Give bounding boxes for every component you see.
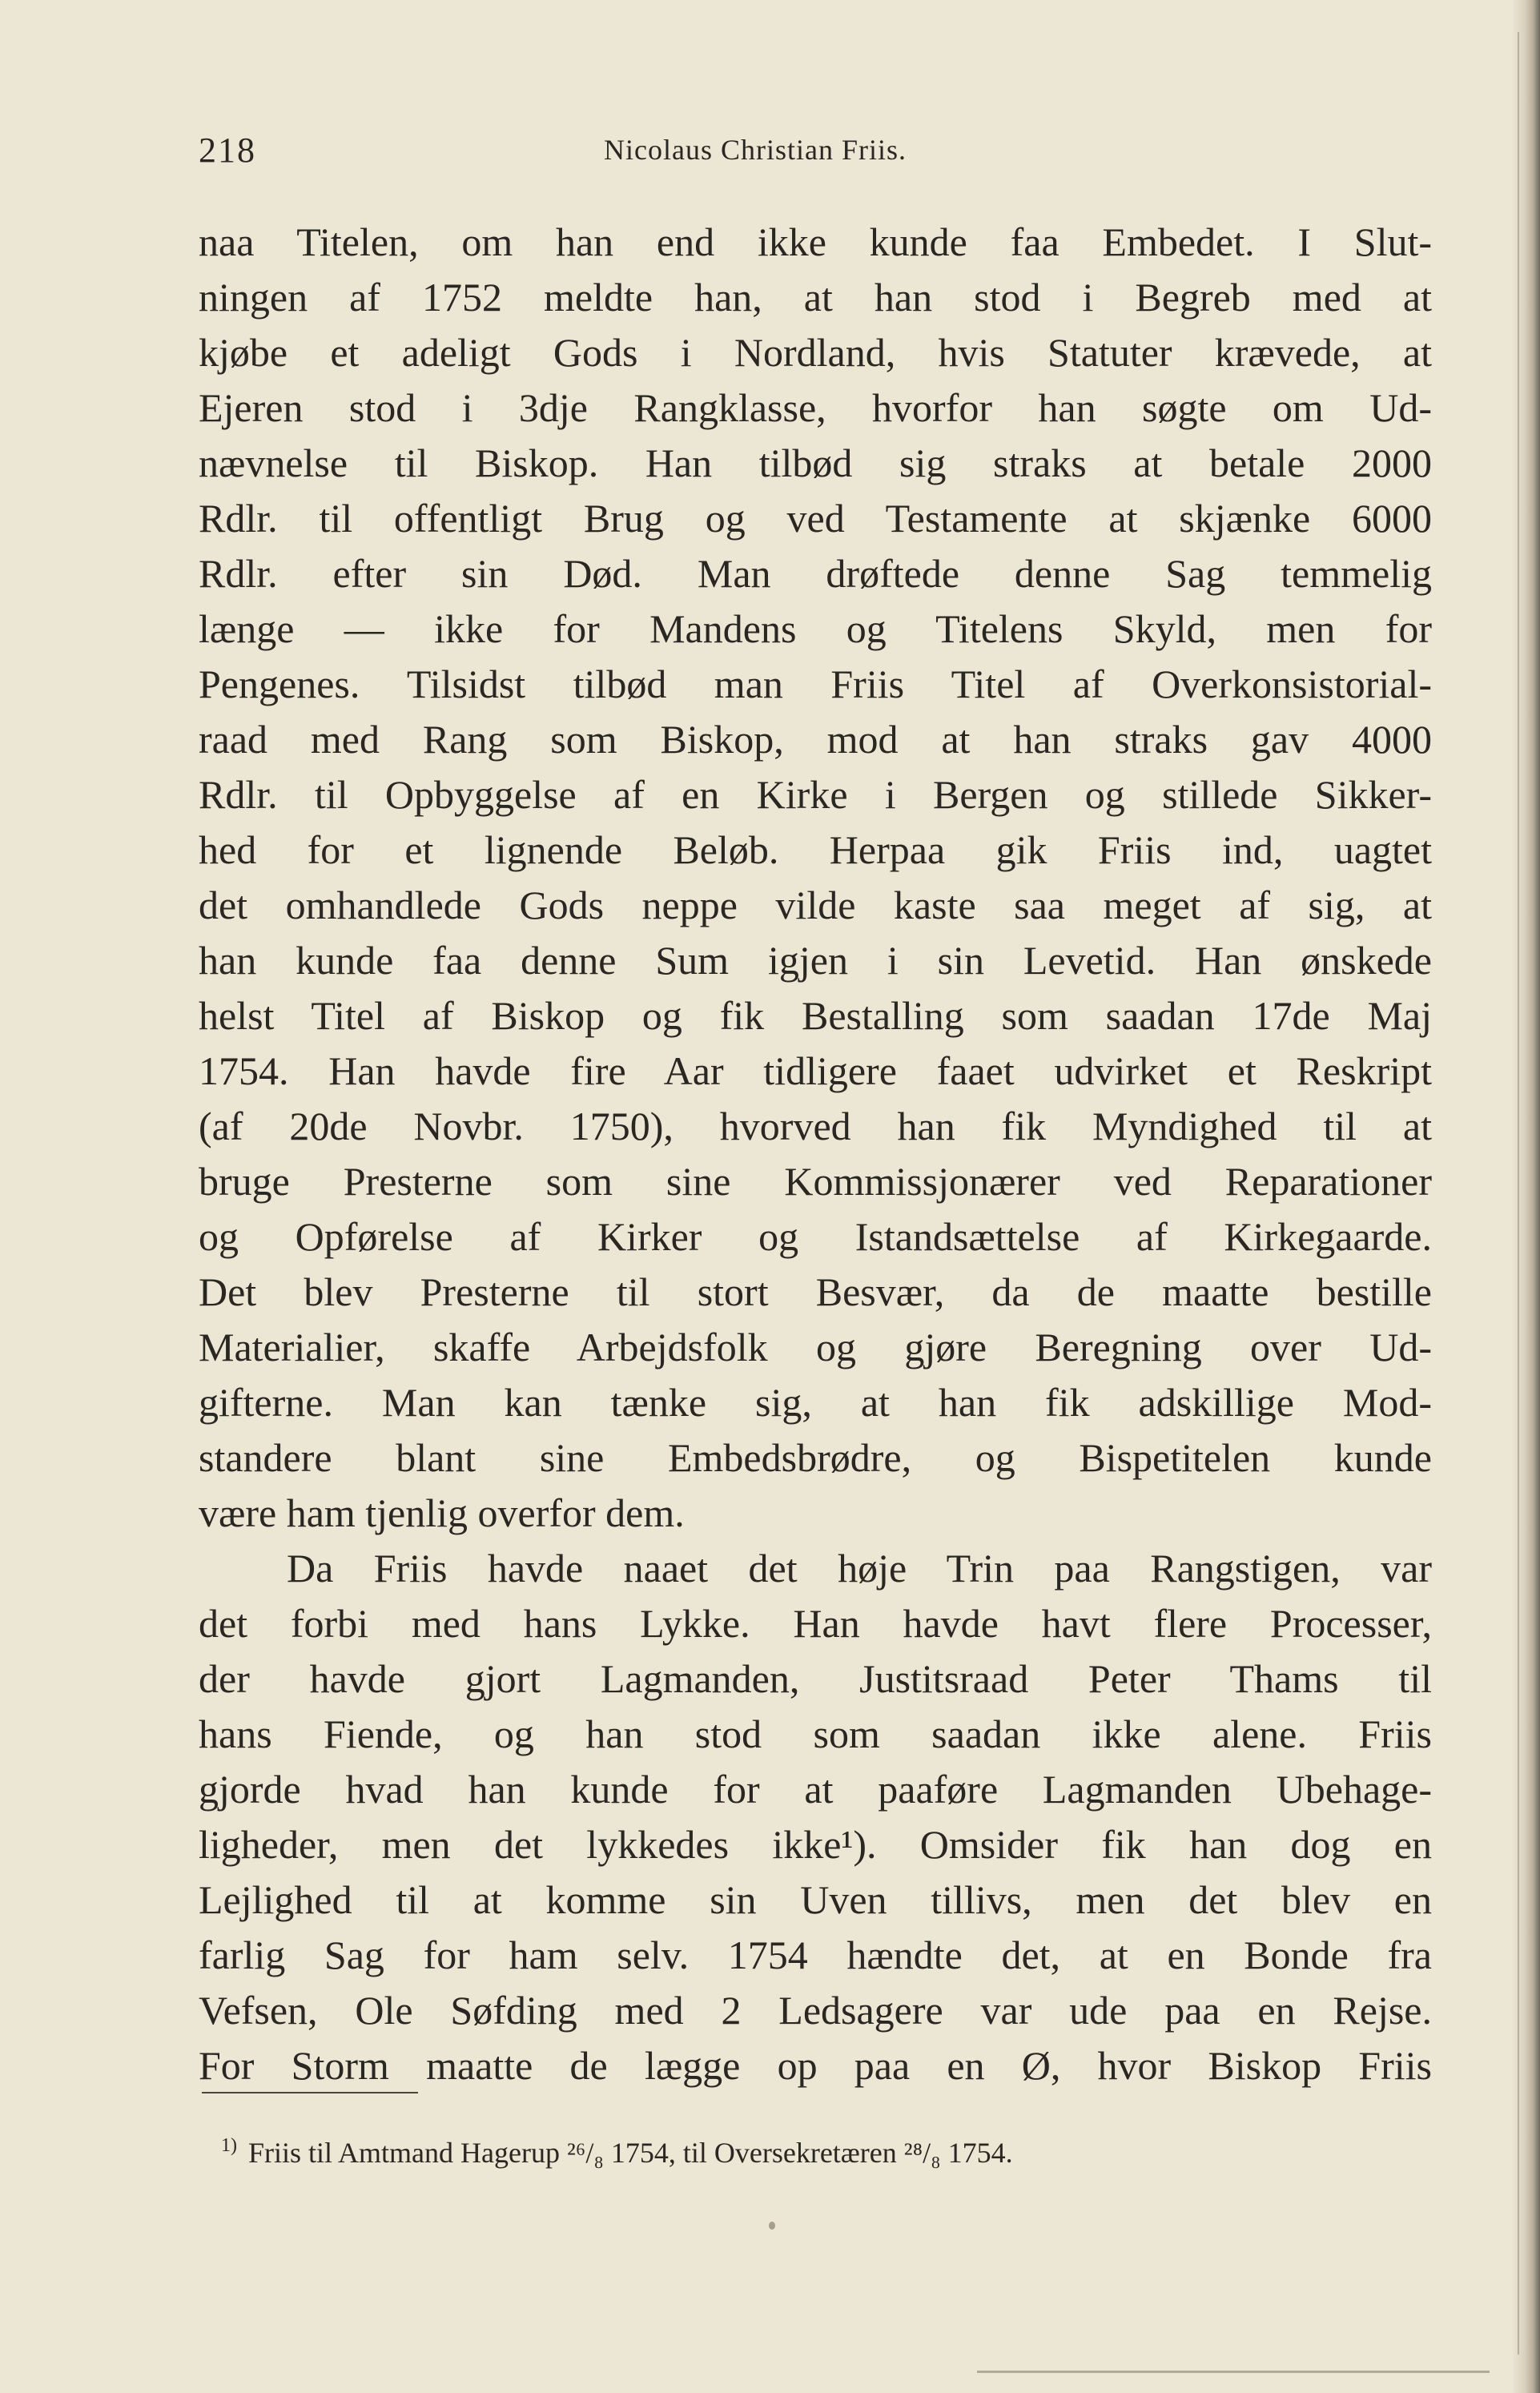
text-line: Rdlr. til Opbyggelse af en Kirke i Bergen og stillede Sikker- — [199, 772, 1432, 817]
text-line: hed for et lignende Beløb. Herpaa gik Friis ind, uagtet — [199, 827, 1432, 872]
text-line: helst Titel af Biskop og fik Bestalling som saadan 17de Maj — [199, 993, 1432, 1038]
text-line: raad med Rang som Biskop, mod at han straks gav 4000 — [199, 717, 1432, 762]
scan-smudge — [977, 2371, 1490, 2373]
text-line: Materialier, skaffe Arbejdsfolk og gjøre Beregning over Ud- — [199, 1325, 1432, 1369]
footnote-marker: 1) — [221, 2135, 237, 2156]
text-line: Rdlr. til offentligt Brug og ved Testamente at skjænke 6000 — [199, 496, 1432, 541]
text-line: (af 20de Novbr. 1750), hvorved han fik Myndighed til at — [199, 1104, 1432, 1148]
text-line: farlig Sag for ham selv. 1754 hændte det, at en Bonde fra — [199, 1932, 1432, 1977]
text-line: Vefsen, Ole Søfding med 2 Ledsagere var ude paa en Rejse. — [199, 1988, 1432, 2033]
text-line: Ejeren stod i 3dje Rangklasse, hvorfor han søgte om Ud- — [199, 385, 1432, 430]
footnote-text: Friis til Amtmand Hagerup ²⁶/₈ 1754, til Oversekretæren ²⁸/₈ 1754. — [248, 2137, 1013, 2169]
running-title: Nicolaus Christian Friis. — [604, 134, 907, 166]
text-line: nævnelse til Biskop. Han tilbød sig straks at betale 2000 — [199, 440, 1432, 485]
text-line: Det blev Presterne til stort Besvær, da de maatte bestille — [199, 1269, 1432, 1314]
page-edge-line — [1518, 32, 1519, 2355]
text-line: det omhandlede Gods neppe vilde kaste saa meget af sig, at — [199, 883, 1432, 927]
text-line: Rdlr. efter sin Død. Man drøftede denne Sag temmelig — [199, 551, 1432, 596]
text-line: han kunde faa denne Sum igjen i sin Levetid. Han ønskede — [199, 938, 1432, 983]
text-line: hans Fiende, og han stod som saadan ikke alene. Friis — [199, 1711, 1432, 1756]
text-line: Pengenes. Tilsidst tilbød man Friis Titel af Overkonsistorial- — [199, 662, 1432, 706]
paragraph-start-line: Da Friis havde naaet det høje Trin paa Rangstigen, var — [287, 1546, 1432, 1591]
text-line: 1754. Han havde fire Aar tidligere faaet udvirket et Reskript — [199, 1048, 1432, 1093]
text-line: og Opførelse af Kirker og Istandsættelse af Kirkegaarde. — [199, 1214, 1432, 1259]
text-line: gifterne. Man kan tænke sig, at han fik adskillige Mod- — [199, 1380, 1432, 1425]
footnote-divider — [202, 2092, 418, 2093]
text-line: For Storm maatte de lægge op paa en Ø, hvor Biskop Friis — [199, 2043, 1432, 2088]
text-line: det forbi med hans Lykke. Han havde havt flere Processer, — [199, 1601, 1432, 1646]
text-line: ligheder, men det lykkedes ikke¹). Omsider fik han dog en — [199, 1822, 1432, 1867]
paragraph-end-line: være ham tjenlig overfor dem. — [199, 1490, 685, 1535]
text-line: naa Titelen, om han end ikke kunde faa Embedet. I Slut- — [199, 219, 1432, 264]
text-line: længe — ikke for Mandens og Titelens Skyld, men for — [199, 606, 1432, 651]
text-line: Lejlighed til at komme sin Uven tillivs, men det blev en — [199, 1877, 1432, 1922]
text-line: bruge Presterne som sine Kommissjonærer ved Reparationer — [199, 1159, 1432, 1204]
text-line: standere blant sine Embedsbrødre, og Bispetitelen kunde — [199, 1435, 1432, 1480]
text-line: gjorde hvad han kunde for at paaføre Lagmanden Ubehage- — [199, 1767, 1432, 1812]
text-line: kjøbe et adeligt Gods i Nordland, hvis Statuter krævede, at — [199, 330, 1432, 375]
body-text — [199, 215, 1432, 2093]
print-speck — [769, 2222, 775, 2230]
page-number: 218 — [199, 131, 256, 170]
footnote — [221, 2126, 1013, 2173]
page-header — [199, 130, 1432, 178]
text-line: ningen af 1752 meldte han, at han stod i Begreb med at — [199, 275, 1432, 320]
text-line: der havde gjort Lagmanden, Justitsraad Peter Thams til — [199, 1656, 1432, 1701]
